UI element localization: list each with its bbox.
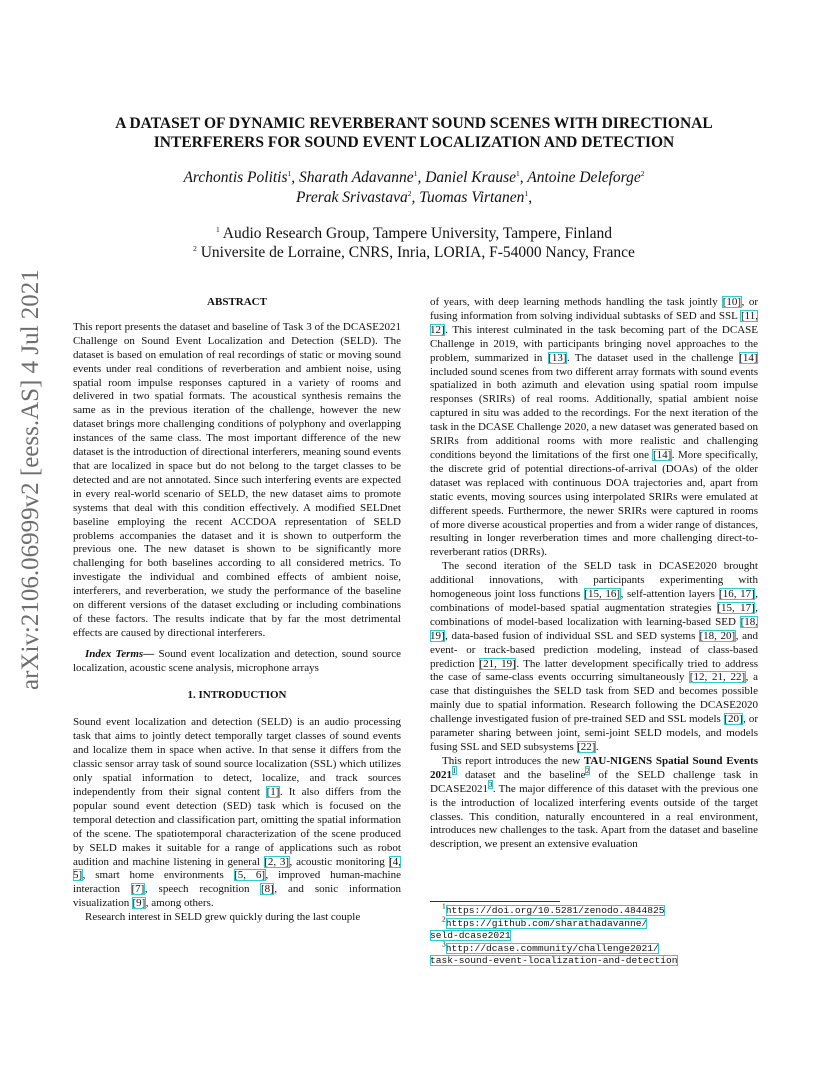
footnotes	[430, 901, 758, 968]
footnote-number: 3	[442, 939, 446, 949]
intro-paragraph-4: This report introduces the new TAU-NIGENS Spatial Sound Events 2021$^1$ dataset and the baseline$^2$ of the SELD challenge task in DCASE2021$^3$. The major difference of this dataset with the previous one is the introduction of localized interfering events outside of the target classes. This condition, naturally encountered in a real environment, introduces new challenges to the task. Apart from the dataset and baseline description, we present an extensive evaluation	[430, 754, 759, 851]
abstract-heading: ABSTRACT	[207, 296, 267, 308]
author-name: Prerak Srivastava	[295, 189, 408, 206]
bold-text: TAU-NIGENS Spatial Sound Events 2021	[430, 754, 759, 781]
citation-link[interactable]: [18, 20]	[699, 629, 736, 642]
footnote-number: 2	[442, 914, 446, 924]
footnote-marker[interactable]: 3	[488, 780, 493, 790]
intro-heading: 1. INTRODUCTION	[187, 688, 287, 701]
citation-link[interactable]: [1]	[266, 786, 280, 798]
citation-link[interactable]: [13]	[548, 351, 567, 364]
citation-link[interactable]: [12, 21, 22]	[689, 671, 746, 684]
index-terms-text: Sound event localization and detection, sound source localization, acoustic scene analysis, microphone arrays	[73, 647, 401, 674]
citation-link[interactable]: [15, 17]	[717, 601, 755, 614]
footnote-url[interactable]: task-sound-event-localization-and-detection	[430, 955, 678, 967]
footnote-marker[interactable]: 2	[585, 766, 590, 776]
footnote-url[interactable]: https://github.com/sharathadavanne/	[445, 917, 648, 929]
footnote-url[interactable]: http://dcase.community/challenge2021/	[445, 942, 659, 954]
author-list: Archontis Politis$^1$, Sharath Adavanne$^1$, Daniel Krause$^1$, Antoine Deleforge$^2$ Prerak Srivastava$^2$, Tuomas Virtanen$^1$,	[183, 168, 645, 206]
intro-paragraph-3: The second iteration of the SELD task in DCASE2020 brought additional innovations, with participants experimenting with homogeneous joint loss functions [15, 16], self-attention layers [16, 17], combinations of model-based spatial augmentation strategies [15, 17], combinations of model-based localization with learning-based SED [18, 19], data-based fusion of individual SSL and SED systems [18, 20], and event- or track-based prediction modeling, instead of class-based prediction [21, 19]. The latter development specifically tried to address the case of same-class events occurring simultaneously [12, 21, 22], a case that distinguishes the SELD task from SED and becomes possible mainly due to spatial information. Research following the DCASE2020 challenge investigated fusion of pre-trained SED and SSL models [20], or parameter sharing between joint, semi-joint SELD models, and models fusing SSL and SED subsystems [22].	[430, 560, 759, 753]
left-column	[73, 296, 401, 925]
citation-link[interactable]: [2, 3]	[264, 855, 290, 868]
author-name: Sharath Adavanne	[299, 169, 414, 186]
citation-link[interactable]: [18, 19]	[430, 615, 758, 642]
paper-title: A DATASET OF DYNAMIC REVERBERANT SOUND SCENES WITH DIRECTIONAL INTERFERERS FOR SOUND EVENT LOCALIZATION AND DETECTION	[115, 115, 713, 151]
author-affiliation-mark: 2	[640, 168, 645, 178]
citation-link[interactable]: [5, 6]	[234, 869, 266, 882]
author-affiliation-mark: 2	[407, 188, 412, 198]
footnote-url[interactable]: https://doi.org/10.5281/zenodo.4844825	[445, 905, 665, 916]
affiliation: $^1$ Audio Research Group, Tampere University, Tampere, Finland	[215, 224, 613, 242]
affiliation: $^2$ Universite de Lorraine, CNRS, Inria, LORIA, F-54000 Nancy, France	[193, 243, 635, 261]
abstract-text: This report presents the dataset and baseline of Task 3 of the DCASE2021 Challenge on Sound Event Localization and Detection (SELD). The dataset is based on emulation of real recordings of static or moving sound events under real conditions of reverberation and ambient noise, using spatial room impulse responses captured in a variety of rooms and delivered in two spatial formats. The acoustical synthesis remains the same as in the previous iteration of the challenge, however the new dataset brings more challenging conditions of polyphony and overlapping instances of the same class. The most important difference of the new dataset is the introduction of directional interferers, meaning sound events that are localized in space but do not belong to the target classes to be detected and are not annotated. Since such interfering events are expected in every real-world scenario of SELD, the new dataset aims to promote systems that deal with this condition effectively. A modified SELDnet baseline employing the recent ACCDOA representation of SELD problems accompanies the dataset and it is shown to outperform the previous one. The new dataset is shown to be significantly more challenging for both baselines according to all considered metrics. To investigate the individual and combined effects of ambient noise, interferers, and reverberation, we study the performance of the baseline on different versions of the dataset excluding or including combinations of these factors. The results indicate that by far the most detrimental effects are caused by directional interferers.	[73, 320, 401, 639]
citation-link[interactable]: [15, 16]	[584, 588, 621, 601]
footnote-marker[interactable]: 1	[452, 766, 457, 776]
citation-link[interactable]: [7]	[131, 883, 145, 896]
affiliation-list	[70, 224, 758, 262]
footnote-line	[430, 914, 758, 931]
index-terms	[73, 648, 401, 676]
citation-link[interactable]: [16, 17]	[719, 588, 755, 601]
intro-paragraph-1: Sound event localization and detection (SELD) is an audio processing task that aims to jointly detect temporally target classes of sound events and localize them in space when active. In that sense it differs from the classic sensor array task of sound source localization (SSL) which utilizes only spatial information to detect, localize, and track sources independently from their signal content [1]. It also differs from the popular sound event detection (SED) task which is focused on the temporal detection and classification part, omitting the spatial information of the scene. The spatiotemporal characterization of the scene produced by SELD makes it suitable for a range of applications such as robot audition and machine listening in general [2, 3], acoustic monitoring [4, 5], smart home environments [5, 6], improved human-machine interaction [7], speech recognition [8], and sonic information visualization [9], among others.	[73, 716, 401, 910]
citation-link[interactable]: [20]	[724, 713, 743, 726]
arxiv-id: arXiv:2106.06999v2 [eess.AS] 4 Jul 2021	[17, 269, 44, 690]
footnote-rule	[430, 901, 560, 902]
right-column	[430, 296, 758, 852]
footnote-line	[430, 901, 758, 918]
arxiv-stamp	[10, 269, 52, 690]
intro-paragraph-2-start: Research interest in SELD grew quickly during the last couple	[85, 911, 361, 924]
citation-link[interactable]: [10]	[722, 296, 742, 308]
footnote-url[interactable]: seld-dcase2021	[430, 930, 511, 942]
citation-link[interactable]: [21, 19]	[479, 657, 516, 670]
author-affiliation-mark: 1	[524, 188, 529, 198]
footnote-line	[430, 955, 758, 968]
author-affiliation-mark: 1	[413, 168, 418, 178]
citation-link[interactable]: [9]	[132, 897, 146, 910]
author-name: Tuomas Virtanen	[419, 189, 525, 206]
intro-paragraph-2-cont: of years, with deep learning methods handling the task jointly [10], or fusing information from solving individual subtasks of SED and SSL [11, 12]. This interest culminated in the task becoming part of the DCASE Challenge in 2019, with participants bringing novel approaches to the problem, summarized in [13]. The dataset used in the challenge [14] included sound scenes from two different array formats with sound events spatialized in both azimuth and elevation using spatial room impulse responses (SRIRs) of real rooms. Additionally, spatial ambient noise captured in situ was added to the recordings. For the next iteration of the task in the DCASE Challenge 2020, a new dataset was generated based on SRIRs from additional rooms with more realistic and challenging conditions beyond the limitations of the first one [14]. More specifically, the discrete grid of potential directions-of-arrival (DOAs) of the older dataset was replaced with continuous DOA trajectories and, apart from static events, moving sources using interpolated SRIRs were emulated at different speeds. Furthermore, the newer SRIRs were captured in rooms of more diverse acoustical properties and from a wider range of distances, resulting in longer reverberation times and more challenging direct-to-reverberant ratios (DRRs).	[430, 296, 758, 559]
footnote-line	[430, 939, 758, 956]
footnote-number: 1	[442, 901, 446, 911]
citation-link[interactable]: [11, 12]	[430, 309, 758, 336]
author-affiliation-mark: 1	[516, 168, 520, 178]
citation-link[interactable]: [14]	[739, 351, 758, 364]
author-name: Daniel Krause	[425, 169, 517, 186]
citation-link[interactable]: [22]	[577, 741, 596, 753]
index-terms-label: Index Terms—	[85, 647, 155, 660]
citation-link[interactable]: [4, 5]	[73, 855, 401, 882]
citation-link[interactable]: [14]	[652, 448, 672, 461]
author-affiliation-mark: 1	[287, 168, 292, 178]
footnote-line	[430, 930, 758, 943]
citation-link[interactable]: [8]	[260, 883, 274, 896]
author-name: Archontis Politis	[183, 169, 288, 186]
author-name: Antoine Deleforge	[527, 169, 641, 186]
